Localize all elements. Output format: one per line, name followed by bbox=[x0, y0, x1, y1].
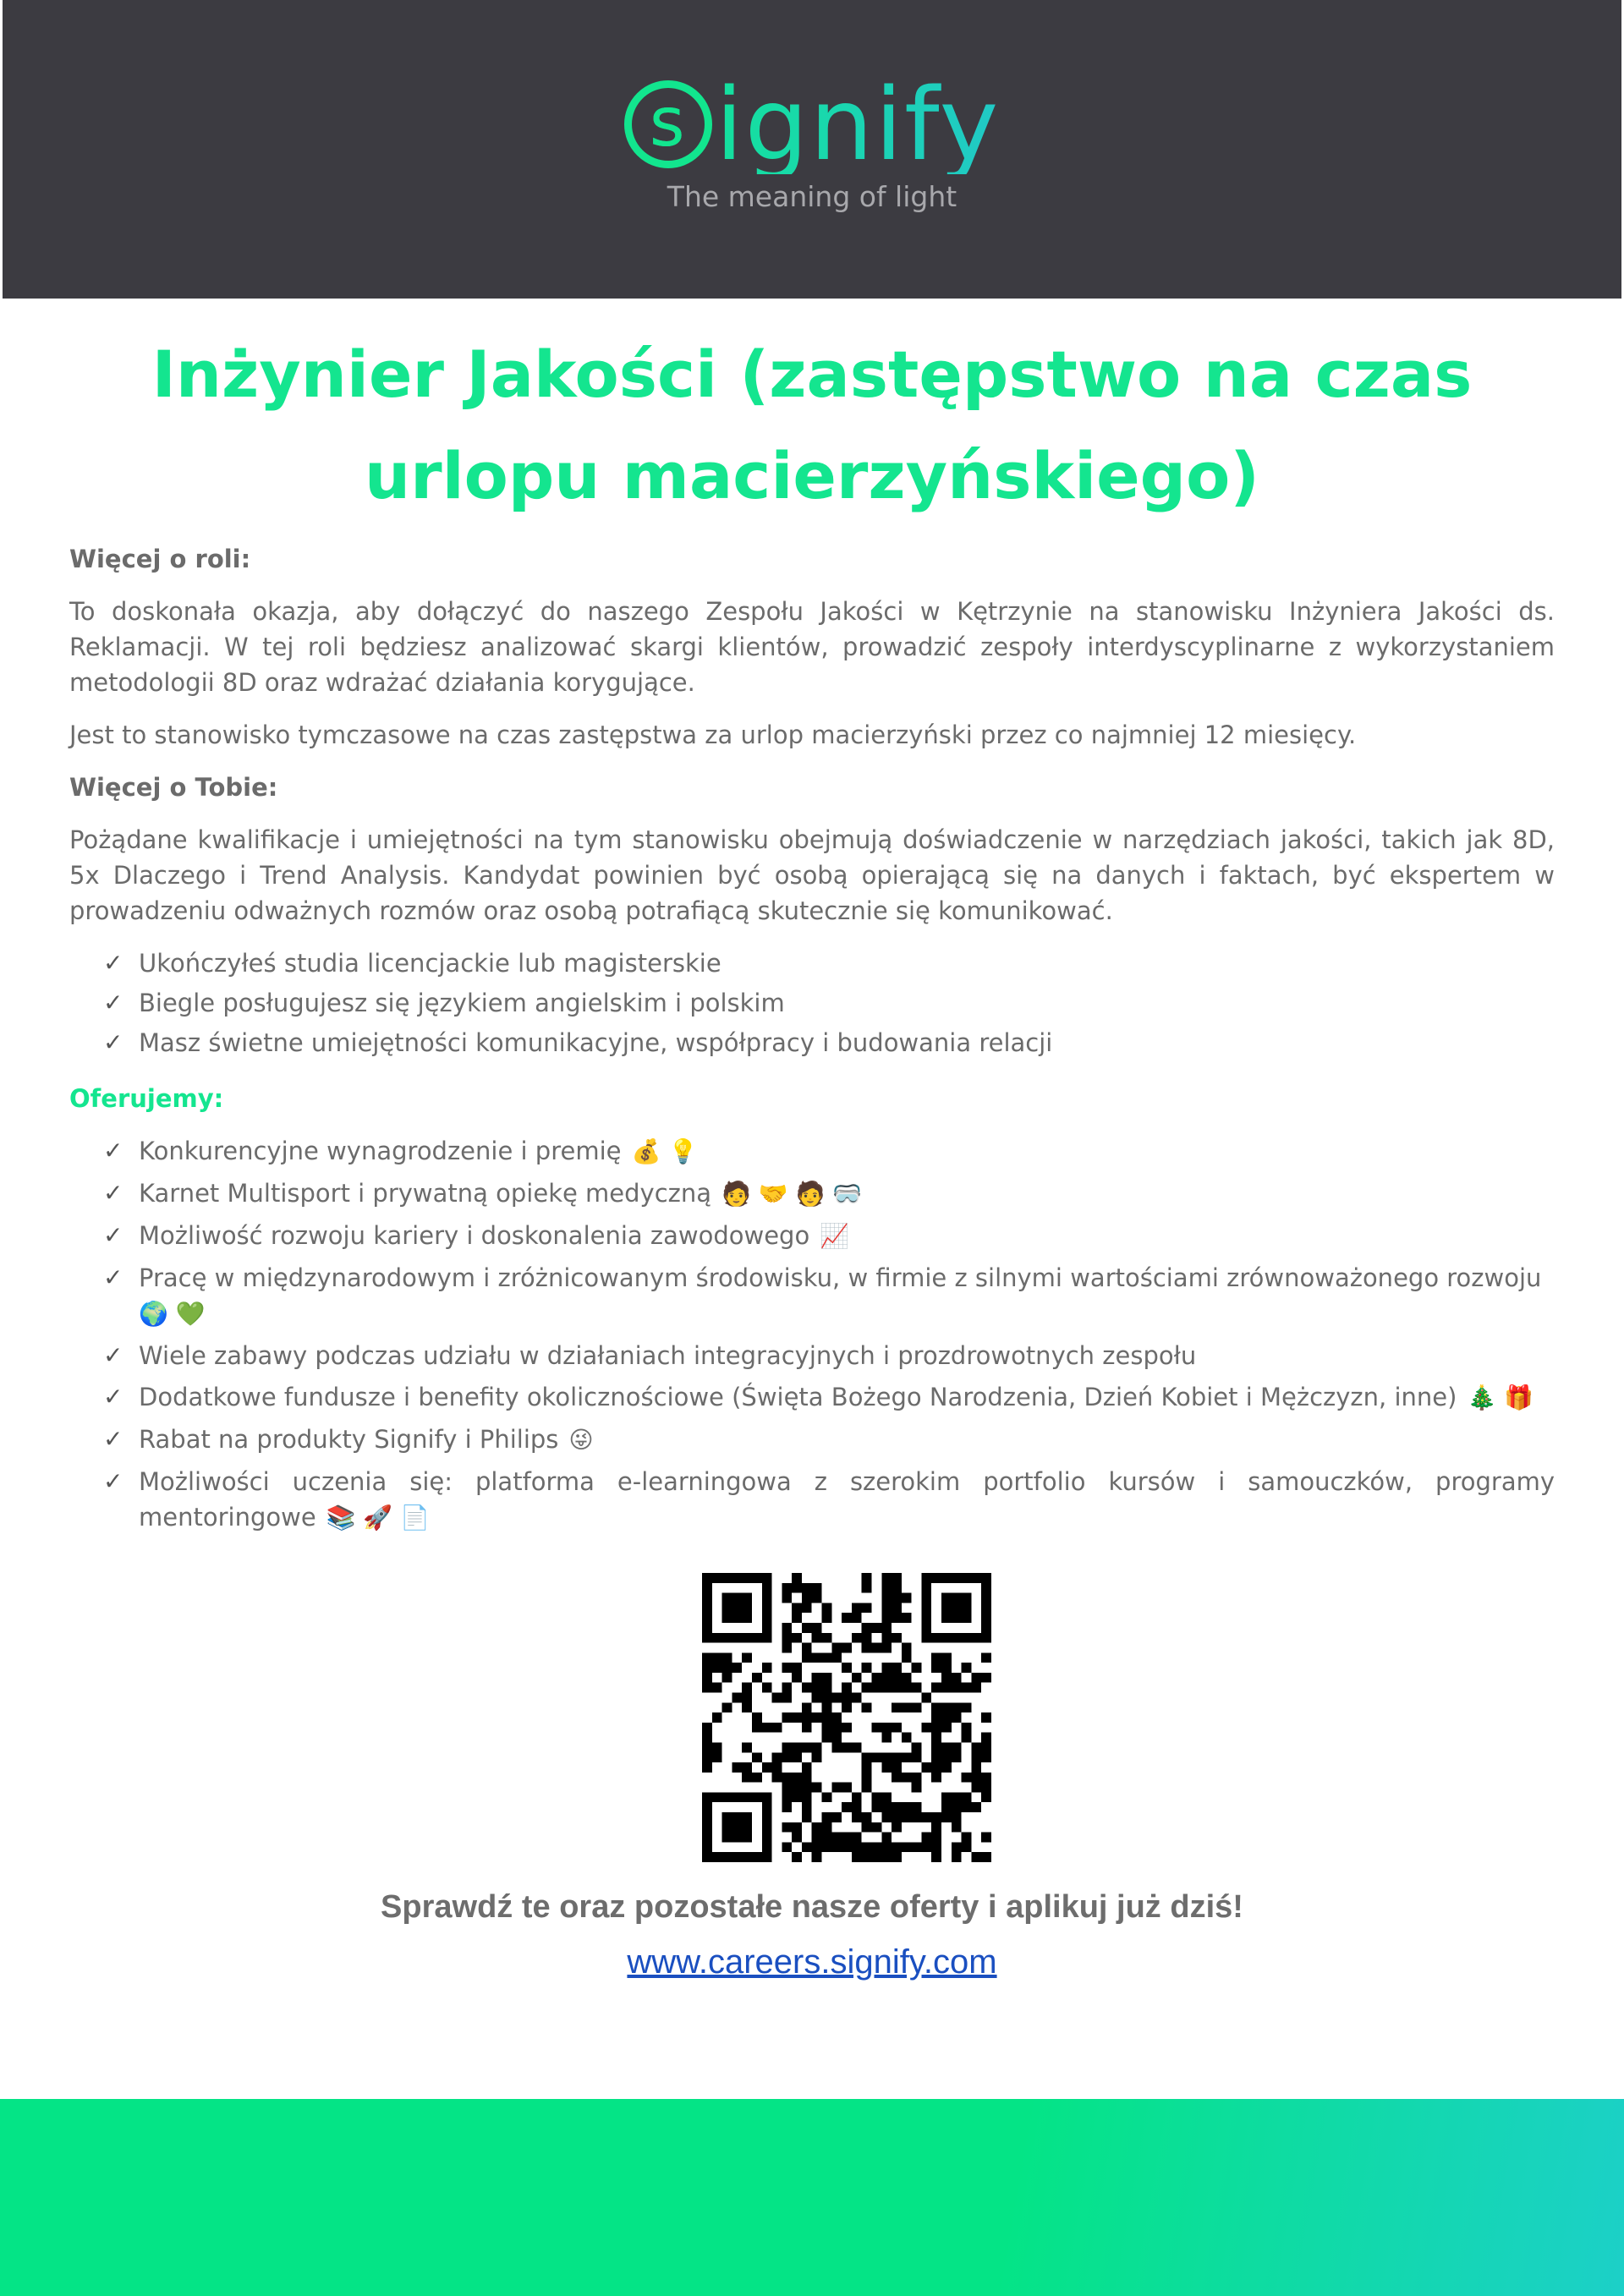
offers-list bbox=[69, 1133, 1555, 1536]
call-to-action: Sprawdź te oraz pozostałe nasze oferty i aplikuj już dziś! bbox=[381, 1889, 1243, 1925]
check-icon: ✓ bbox=[103, 989, 123, 1016]
list-item: ✓ Rabat na produkty Signify i Philips 😜 bbox=[139, 1422, 1555, 1458]
list-item: ✓ Biegle posługujesz się językiem angielskim i polskim bbox=[139, 985, 1555, 1021]
footer-band bbox=[0, 2099, 1624, 2296]
list-item: ✓ Pracę w międzynarodowym i zróżnicowanym środowisku, w firmie z silnymi wartościami zrównoważonego rozwoju 🌍 💚 bbox=[139, 1260, 1555, 1332]
qr-code[interactable] bbox=[702, 1573, 991, 1862]
globe-heart-icon: 🌍 💚 bbox=[139, 1300, 206, 1328]
check-icon: ✓ bbox=[103, 1221, 123, 1249]
tree-gift-icon: 🎄 🎁 bbox=[1467, 1384, 1534, 1411]
requirements-list bbox=[69, 945, 1555, 1060]
wink-face-icon: 😜 bbox=[568, 1426, 594, 1454]
health-sport-icon: 🧑 🤝 🧑 🥽 bbox=[721, 1180, 863, 1208]
logo-wordmark: ignify bbox=[715, 66, 1001, 183]
list-item: ✓ Możliwości uczenia się: platforma e-learningowa z szerokim portfolio kursów i samouczków, programy mentoringowe 📚 🚀 📄 bbox=[139, 1464, 1555, 1536]
check-icon: ✓ bbox=[103, 1383, 123, 1411]
careers-link[interactable]: www.careers.signify.com bbox=[627, 1943, 997, 1981]
list-item: ✓ Możliwość rozwoju kariery i doskonalenia zawodowego 📈 bbox=[139, 1218, 1555, 1254]
role-paragraph-1: To doskonała okazja, aby dołączyć do naszego Zespołu Jakości w Kętrzynie na stanowisku Inżyniera Jakości ds. Reklamacji. W tej roli będziesz analizować skargi klientów, prowadzić zespoły interdyscyplinarne z wykorzystaniem metodologii 8D oraz wdrażać działania korygujące. bbox=[69, 597, 1555, 697]
check-icon: ✓ bbox=[103, 1179, 123, 1207]
check-icon: ✓ bbox=[103, 1467, 123, 1495]
check-icon: ✓ bbox=[103, 1263, 123, 1291]
signify-logo bbox=[3, 66, 1621, 183]
list-item: ✓ Karnet Multisport i prywatną opiekę medyczną 🧑 🤝 🧑 🥽 bbox=[139, 1175, 1555, 1212]
job-title: Inżynier Jakości (zastępstwo na czas urlopu macierzyńskiego) bbox=[151, 337, 1473, 513]
check-icon: ✓ bbox=[103, 949, 123, 977]
job-description bbox=[69, 541, 1555, 1556]
list-item: ✓ Dodatkowe fundusze i benefity okolicznościowe (Święta Bożego Narodzenia, Dzień Kobiet i Mężczyzn, inne) 🎄 🎁 bbox=[139, 1379, 1555, 1416]
offer-heading: Oferujemy: bbox=[69, 1084, 224, 1113]
check-icon: ✓ bbox=[103, 1425, 123, 1453]
list-item: ✓ Masz świetne umiejętności komunikacyjne, współpracy i budowania relacji bbox=[139, 1025, 1555, 1060]
role-paragraph-2: Jest to stanowisko tymczasowe na czas zastępstwa za urlop macierzyński przez co najmniej 12 miesięcy. bbox=[69, 721, 1357, 749]
role-heading: Więcej o roli: bbox=[69, 545, 251, 573]
list-item: ✓ Wiele zabawy podczas udziału w działaniach integracyjnych i prozdrowotnych zespołu bbox=[139, 1338, 1555, 1373]
check-icon: ✓ bbox=[103, 1028, 123, 1056]
logo-tagline: The meaning of light bbox=[667, 180, 957, 213]
list-item: ✓ Konkurencyjne wynagrodzenie i premię 💰 💡 bbox=[139, 1133, 1555, 1170]
books-rocket-doc-icon: 📚 🚀 📄 bbox=[326, 1504, 431, 1532]
you-paragraph: Pożądane kwalifikacje i umiejętności na tym stanowisku obejmują doświadczenie w narzędziach jakości, takich jak 8D, 5x Dlaczego i Trend Analysis. Kandydat powinien być osobą opierającą się na danych i faktach, być ekspertem w prowadzeniu odważnych rozmów oraz osobą potrafiącą skutecznie się komunikować. bbox=[69, 825, 1555, 925]
you-heading: Więcej o Tobie: bbox=[69, 773, 278, 802]
chart-up-icon: 📈 bbox=[820, 1222, 850, 1250]
money-bulb-icon: 💰 💡 bbox=[631, 1137, 699, 1165]
check-icon: ✓ bbox=[103, 1137, 123, 1164]
logo-s-circle-icon: s bbox=[624, 80, 712, 168]
header-banner bbox=[3, 0, 1621, 299]
check-icon: ✓ bbox=[103, 1341, 123, 1369]
list-item: ✓ Ukończyłeś studia licencjackie lub magisterskie bbox=[139, 945, 1555, 981]
